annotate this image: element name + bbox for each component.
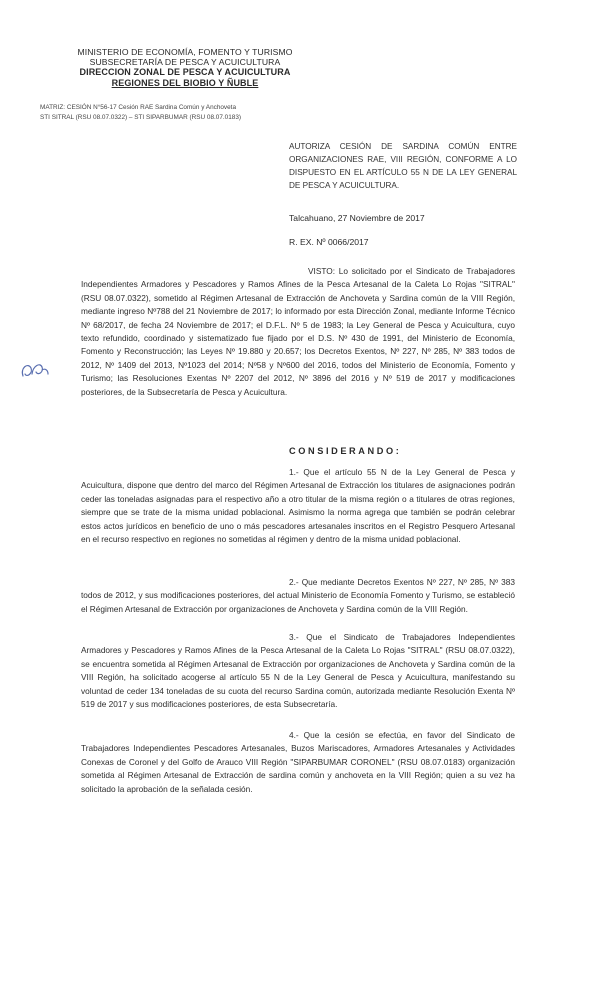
resolution-number: R. EX. Nº 0066/2017 (289, 237, 369, 247)
paragraph-text: 4.- Que la cesión se efectúa, en favor del Sindicato de Trabajadores Independientes Pescadores Artesanales, Buzos Mariscadores, Armadores Artesanales y Actividades Conexas de Coronel y del Golfo de Arauco VIII Región "SIPARBUMAR CORONEL" (RSU 08.07.0183) organización sometida al Régimen Artesanal de Extracción de sardina común y anchoveta en la VIII Región; quien a su vez ha solicitado la aprobación de la señalada cesión. (81, 730, 515, 794)
resolution-subject: AUTORIZA CESIÓN DE SARDINA COMÚN ENTRE ORGANIZACIONES RAE, VIII REGIÓN, CONFORME A LO DISPUESTO EN EL ARTÍCULO 55 N DE LA LEY GENERAL DE PESCA Y ACUICULTURA. (289, 142, 517, 190)
considerando-paragraph-2 (81, 576, 515, 616)
visto-section (81, 265, 515, 399)
direccion-zonal-line: DIRECCION ZONAL DE PESCA Y ACUICULTURA (79, 67, 291, 78)
considerando-paragraph-1 (81, 466, 515, 546)
regiones-line: REGIONES DEL BIOBIO Y ÑUBLE (111, 77, 259, 88)
visto-text: Lo solicitado por el Sindicato de Trabajadores Independientes Armadores y Pescadores y Ramos Afines de la Pesca Artesanal de la Caleta Lo Rojas "SITRAL" (RSU 08.07.0322), sometido al Régimen Artesanal de Extracción de Anchoveta y Sardina común de la VIII Región, mediante ingreso Nº788 del 21 Noviembre de 2017; lo informado por esta Dirección Zonal, mediante Informe Técnico Nº 68/2017, de fecha 24 Noviembre de 2017; el D.F.L. Nº 5 de 1983; la Ley General de Pesca y Acuicultura, cuyo texto refundido, coordinado y sistematizado fue fijado por el D.S. Nº 430 de 1991, del Ministerio de Economía, Fomento y Reconstrucción; las Leyes Nº 19.880 y 20.657; los Decretos Exentos, Nº 227, Nº 285, Nº 383 todos de 2012, Nº 1409 del 2013, Nº1023 del 2014; Nº58 y Nº600 del 2016, todos del Ministerio de Economía, Fomento y Turismo; las Resoluciones Exentas Nº 2207 del 2012, Nº 3896 del 2016 y Nº 519 de 2017 y modificaciones posteriores, de la Subsecretaría de Pesca y Acuicultura. (81, 266, 515, 397)
considerando-paragraph-3 (81, 631, 515, 711)
file-reference-line-2: STI SITRAL (RSU 08.07.0322) – STI SIPARBUMAR (RSU 08.07.0183) (40, 113, 242, 121)
considerando-paragraph-4 (81, 729, 515, 796)
ministry-line: MINISTERIO DE ECONOMÍA, FOMENTO Y TURISMO (77, 47, 293, 57)
paragraph-text: 1.- Que el artículo 55 N de la Ley General de Pesca y Acuicultura, dispone que dentro del marco del Régimen Artesanal de Extracción los titulares de asignaciones podrán ceder las toneladas asignadas para el respectivo año a otro titular de la misma región o a titulares de otras regiones, siempre que se trate de la misma unidad poblacional. Asimismo la norma agrega que también se podrán celebrar estos actos jurídicos en beneficio de uno o más pescadores artesanales inscritos en el Registro Pesquero Artesanal en el recurso respectivo en regiones no sometidas al régimen y dentro de la misma unidad poblacional. (81, 467, 515, 545)
visto-label: VISTO: (308, 266, 336, 276)
file-reference (40, 103, 241, 122)
handwritten-initials (18, 356, 52, 384)
place-date: Talcahuano, 27 Noviembre de 2017 (289, 213, 425, 223)
file-reference-line-1: MATRIZ: CESIÓN N°56-17 Cesión RAE Sardina Común y Anchoveta (40, 104, 237, 111)
subsecretaria-line: SUBSECRETARÍA DE PESCA Y ACUICULTURA (89, 57, 281, 68)
considerando-heading: CONSIDERANDO: (289, 446, 402, 456)
paragraph-text: 2.- Que mediante Decretos Exentos Nº 227, Nº 285, Nº 383 todos de 2012, y sus modificaciones posteriores, del actual Ministerio de Economía Fomento y Turismo, se estableció el Régimen Artesanal de Extracción por organizaciones de Anchoveta y Sardina común de la VIII Región. (81, 577, 515, 614)
letterhead (60, 47, 310, 89)
paragraph-text: 3.- Que el Sindicato de Trabajadores Independientes Armadores y Pescadores y Ramos Afines de la Pesca Artesanal de la Caleta Lo Rojas "SITRAL" (RSU 08.07.0322), se encuentra sometida al Régimen Artesanal de Extracción por organizaciones de Anchoveta y Sardina común de la VIII Región, ha solicitado acogerse al artículo 55 N de la Ley General de Pesca y Acuicultura, manifestando su voluntad de ceder 134 toneladas de su cuota del recurso Sardina común, autorizada mediante Resolución Exenta Nº 519 de 2017 y sus modificaciones posteriores, de esta Subsecretaría. (81, 632, 515, 710)
